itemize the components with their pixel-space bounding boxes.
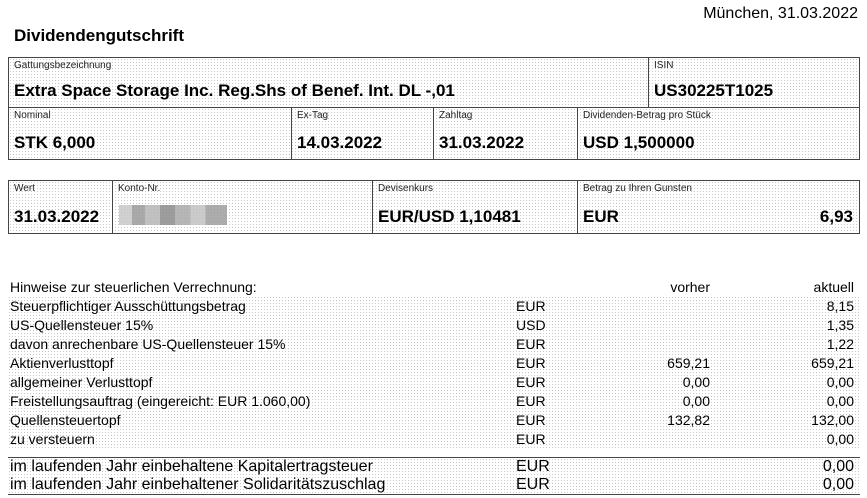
tax-notes — [8, 278, 860, 449]
row-label: im laufenden Jahr einbehaltene Kapitalertragsteuer — [10, 458, 373, 475]
table-row — [8, 297, 860, 316]
row-current: 132,00 — [811, 412, 854, 428]
row-current: 1,22 — [826, 336, 854, 352]
isin-label: ISIN — [654, 60, 674, 71]
fx-cell — [373, 181, 578, 233]
row-before: 0,00 — [682, 374, 710, 390]
row-currency: EUR — [516, 476, 550, 493]
value-date-cell — [9, 181, 113, 233]
isin-value: US30225T1025 — [654, 81, 774, 100]
row-label: zu versteuern — [10, 431, 95, 447]
dividend-cell — [578, 108, 859, 159]
row-current: 0,00 — [826, 374, 854, 390]
row-current: 0,00 — [822, 458, 854, 475]
row-currency: EUR — [516, 458, 550, 475]
row-currency: USD — [516, 317, 546, 333]
tax-heading: Hinweise zur steuerlichen Verrechnung: — [10, 279, 257, 295]
row-current: 0,00 — [822, 476, 854, 493]
account-cell — [113, 181, 373, 233]
table-row — [8, 335, 860, 354]
dividend-label: Dividenden-Betrag pro Stück — [583, 110, 711, 121]
security-box — [8, 57, 860, 108]
security-name: Extra Space Storage Inc. Reg.Shs of Benef. Int. DL -,01 — [14, 81, 455, 100]
tax-totals — [8, 457, 860, 495]
tax-header-row — [8, 278, 860, 297]
row-label: davon anrechenbare US-Quellensteuer 15% — [10, 336, 286, 352]
row-label: im laufenden Jahr einbehaltener Solidaritätszuschlag — [10, 476, 386, 493]
row-label: allgemeiner Verlusttopf — [10, 374, 153, 390]
row-label: US-Quellensteuer 15% — [10, 317, 154, 333]
account-label: Konto-Nr. — [118, 183, 161, 194]
col-before-header: vorher — [670, 279, 710, 295]
nominal-cell — [9, 108, 292, 159]
row-current: 0,00 — [826, 431, 854, 447]
value-date-label: Wert — [14, 183, 35, 194]
table-row — [8, 392, 860, 411]
fx-label: Devisenkurs — [378, 183, 434, 194]
amount-label: Betrag zu Ihren Gunsten — [583, 183, 692, 194]
table-row — [8, 316, 860, 335]
amount-currency: EUR — [583, 207, 619, 226]
nominal-label: Nominal — [14, 110, 51, 121]
table-row — [8, 430, 860, 449]
security-name-cell — [9, 58, 649, 107]
fx-value: EUR/USD 1,10481 — [378, 207, 521, 226]
row-currency: EUR — [516, 412, 546, 428]
isin-cell — [649, 58, 859, 107]
row-currency: EUR — [516, 393, 546, 409]
table-row — [8, 354, 860, 373]
row-current: 1,35 — [826, 317, 854, 333]
redacted-account-number — [119, 205, 227, 225]
dividend-value: USD 1,500000 — [583, 133, 695, 152]
table-row — [8, 476, 860, 494]
row-before: 132,82 — [667, 412, 710, 428]
ex-day-value: 14.03.2022 — [297, 133, 383, 152]
row-currency: EUR — [516, 336, 546, 352]
row-current: 8,15 — [826, 298, 854, 314]
amount-cell — [578, 181, 859, 233]
row-label: Freistellungsauftrag (eingereicht: EUR 1.060,00) — [10, 393, 311, 409]
row-currency: EUR — [516, 374, 546, 390]
row-currency: EUR — [516, 298, 546, 314]
ex-day-cell — [292, 108, 434, 159]
row-current: 659,21 — [811, 355, 854, 371]
document-title: Dividendengutschrift — [14, 26, 185, 45]
row-currency: EUR — [516, 355, 546, 371]
pay-day-cell — [434, 108, 578, 159]
col-current-header: aktuell — [813, 279, 854, 295]
security-name-label: Gattungsbezeichnung — [14, 60, 112, 71]
row-label: Steuerpflichtiger Ausschüttungsbetrag — [10, 298, 246, 314]
row-label: Quellensteuertopf — [10, 412, 121, 428]
nominal-value: STK 6,000 — [14, 133, 96, 152]
row-currency: EUR — [516, 431, 546, 447]
row-before: 0,00 — [682, 393, 710, 409]
pay-day-value: 31.03.2022 — [439, 133, 525, 152]
row-label: Aktienverlusttopf — [10, 355, 114, 371]
ex-day-label: Ex-Tag — [297, 110, 329, 121]
row-before: 659,21 — [667, 355, 710, 371]
table-row — [8, 373, 860, 392]
details-box — [8, 108, 860, 160]
amount-value: 6,93 — [819, 207, 853, 226]
table-row — [8, 458, 860, 476]
place-date: München, 31.03.2022 — [703, 5, 858, 22]
row-current: 0,00 — [826, 393, 854, 409]
payment-box — [8, 180, 860, 234]
pay-day-label: Zahltag — [439, 110, 473, 121]
value-date: 31.03.2022 — [14, 207, 100, 226]
table-row — [8, 411, 860, 430]
